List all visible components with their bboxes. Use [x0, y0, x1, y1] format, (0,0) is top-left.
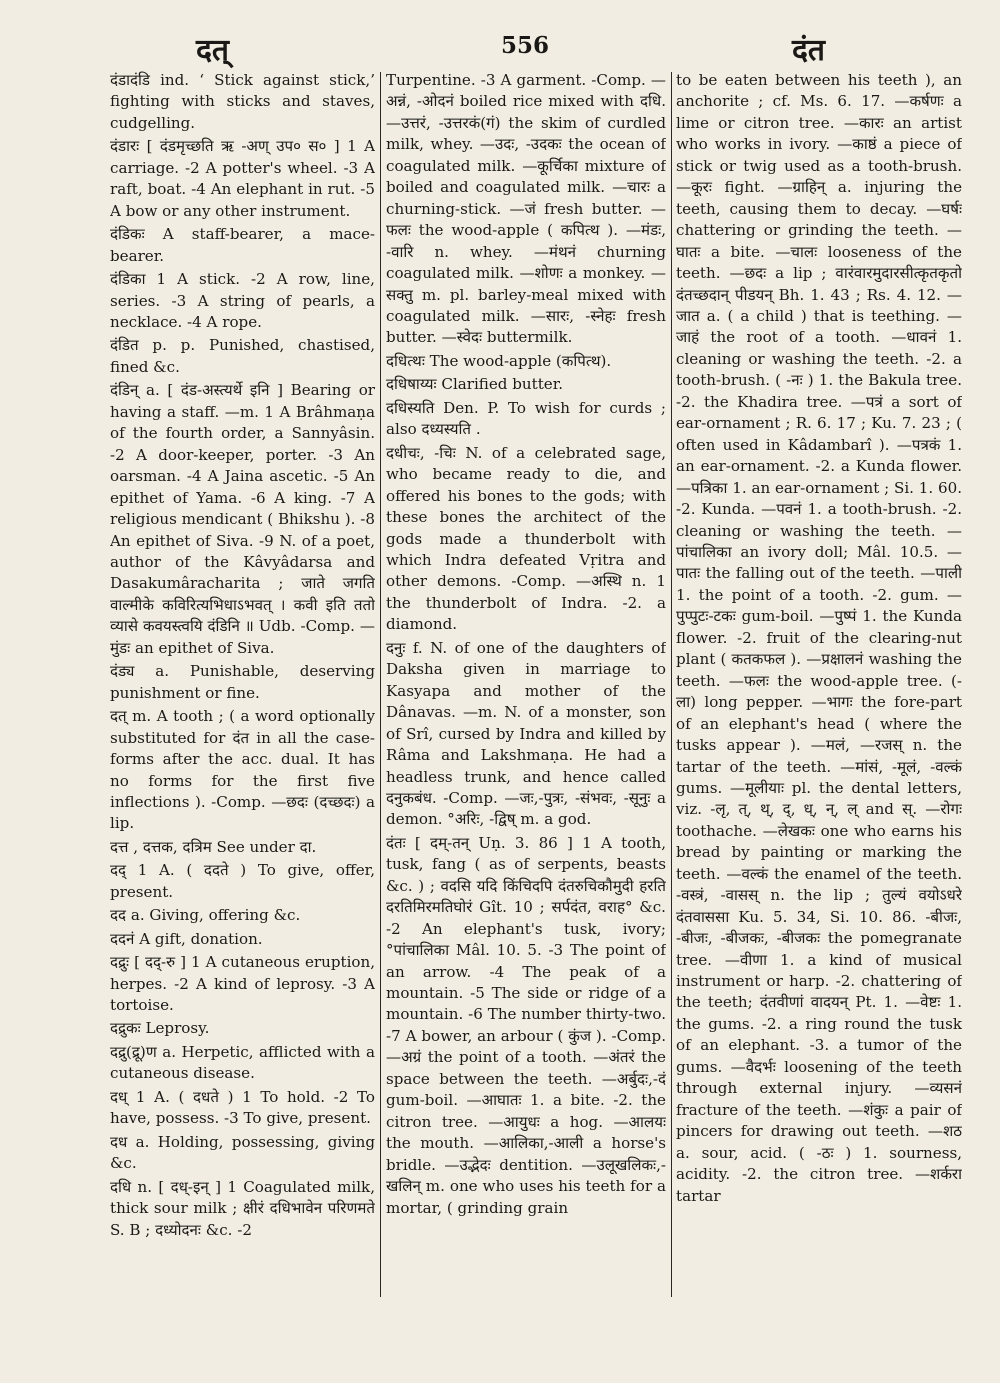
dictionary-entry: दंडिका 1 A stick. -2 A row, line, series. -3 A string of pearls, a necklace. -4 A rope.: [110, 270, 375, 331]
dictionary-entry: Turpentine. -3 A garment. -Comp. —अन्नं, -ओदनं boiled rice mixed with दधि. —उत्तरं, -उत्तरकं(गं) the skim of curdled milk, whey. —उदः, -उदकः the ocean of coagulated milk. —कूर्चिका mixture of boiled and coagulated milk. —चारः a churning-stick. —जं fresh butter. —फलः the wood-apple ( कपित्थ ). —मंडः, -वारि n. whey. —मंथनं churning coagulated milk. —शोणः a monkey. —सक्तु m. pl. barley-meal mixed with coagulated milk. —सारः, -स्नेहः fresh butter. —स्वेदः buttermilk.: [386, 71, 666, 347]
dictionary-entry: दंडिन् a. [ दंड-अस्त्यर्थे इनि ] Bearing or having a staff. —m. 1 A Brâhmaṇa of the fourth order, a Sannyâsin. -2 A door-keeper, porter. -3 An oarsman. -4 A Jaina ascetic. -5 An epithet of Yama. -6 A king. -7 A religious mendicant ( Bhikshu ). -8 An epithet of Siva. -9 N. of a poet, author of the Kâvyâdarsa and Dasakumâracharita ; जाते जगति वाल्मीके कविरित्यभिधाऽभवत् । कवी इति ततो व्यासे कवयस्त्वयि दंडिनि ॥ Udb. -Comp. —मुंडः an epithet of Siva.: [110, 381, 375, 657]
column-divider: [380, 72, 381, 1297]
column-3: [676, 70, 962, 1300]
dictionary-entry: दंडारः [ दंडमृच्छति ऋ -अण् उप० स० ] 1 A carriage. -2 A potter's wheel. -3 A raft, boat. -4 An elephant in rut. -5 A bow or any other instrument.: [110, 137, 375, 220]
dictionary-entry: दद्रु(द्रू)ण a. Herpetic, afflicted with a cutaneous disease.: [110, 1042, 375, 1083]
dictionary-entry: दनुः f. N. of one of the daughters of Daksha given in marriage to Kasyapa and mother of the Dânavas. —m. N. of a monster, son of Srî, cursed by Indra and killed by Râma and Lakshmaṇa. He had a headless trunk, and hence called दनुकबंध. -Comp. —जः,-पुत्रः, -संभवः, -सूनुः a demon. °अरिः, -द्विष् m. a god.: [386, 638, 666, 829]
dictionary-entry: दद a. Giving, offering &c.: [110, 906, 301, 925]
dictionary-entry: दद्रुकः Leprosy.: [110, 1019, 210, 1038]
dictionary-entry: दत्त , दत्तक, दत्रिम See under दा.: [110, 837, 317, 856]
column-divider: [671, 72, 672, 1297]
columns-area: [110, 70, 970, 1320]
dictionary-entry: to be eaten between his teeth ), an anchorite ; cf. Ms. 6. 17. —कर्षणः a lime or citron tree. —कारः an artist who works in ivory. —काष्ठं a piece of stick or twig used as a tooth-brush. —कूरः fight. —ग्राहिन् a. injuring the teeth, causing them to decay. —घर्षः chattering or grinding the teeth. —घातः a bite. —चालः looseness of the teeth. —छदः a lip ; वारंवारमुदारसीत्कृतकृतो दंतच्छदान् पीडयन् Bh. 1. 43 ; Rs. 4. 12. —जात a. ( a child ) that is teething. —जाहं the root of a tooth. —धावनं 1. cleaning or washing the teeth. -2. a tooth-brush. ( -नः ) 1. the Bakula tree. -2. the Khadira tree. —पत्रं a sort of ear-ornament ; R. 6. 17 ; Ku. 7. 23 ; ( often used in Kâdambarî ). —पत्रकं 1. an ear-ornament. -2. a Kunda flower. —पत्रिका 1. an ear-ornament ; Si. 1. 60. -2. Kunda. —पवनं 1. a tooth-brush. -2. cleaning or washing the teeth. —पांचालिका an ivory doll; Mâl. 10.5. —पातः the falling out of the teeth. —पाली 1. the point of a tooth. -2. gum. —पुप्पुटः-टकः gum-boil. —पुष्पं 1. the Kunda flower. -2. fruit of the clearing-nut plant ( कतकफल ). —प्रक्षालनं washing the teeth. —फलः the wood-apple tree. (-ला) long pepper. —भागः the fore-part of an elephant's head ( where the tusks appear ). —मलं, —रजस् n. the tartar of the teeth. —मांसं, -मूलं, -वल्कं gums. —मूलीयाः pl. the dental letters, viz. -लृ, त्, थ्, द्, ध्, न्, ल् and स्. —रोगः toothache. —लेखकः one who earns his bread by painting or marking the teeth. —वल्कं the enamel of the teeth. -वस्त्रं, -वासस् n. the lip ; तुल्यं वयाेऽधरे दंतवाससा Ku. 5. 34, Si. 10. 86. -बीजः, -बीजः, -बीजकः, -बीजकः the pomegranate tree. —वीणा 1. a kind of musical instrument or harp. -2. chattering of the teeth; दंतवीणां वादयन् Pt. 1. —वेष्टः 1. the gums. -2. a ring round the tusk of an elephant. -3. a tumor of the gums. —वैदर्भः loosening of the teeth through external injury. —व्यसनं fracture of the teeth. —शंकुः a pair of pincers for drawing out teeth. —शठ a. sour, acid. ( -ठः ) 1. sourness, acidity. -2. the citron tree. —शर्करा tartar: [676, 71, 962, 1205]
dictionary-entry: दंड्य a. Punishable, deserving punishment or fine.: [110, 662, 375, 702]
dictionary-entry: दधिषाय्यः Clarified butter.: [386, 375, 564, 394]
page-header: [0, 26, 1000, 74]
column-2: [386, 70, 666, 1300]
dictionary-entry: दद्रुः [ दद्-रु ] 1 A cutaneous eruption, herpes. -2 A kind of leprosy. -3 A tortoise.: [110, 953, 375, 1015]
dictionary-entry: दधीचः, -चिः N. of a celebrated sage, who became ready to die, and offered his bones to the gods; with these bones the architect of the gods made a thunderbolt with which Indra defeated Vṛitra and other demons. -Comp. —अस्थि n. 1 the thunderbolt of Indra. -2. a diamond.: [386, 443, 666, 634]
dictionary-entry: दधित्थः The wood-apple (कपित्थ).: [386, 351, 612, 370]
dictionary-entry: ददनं A gift, donation.: [110, 929, 263, 948]
dictionary-entry: दधि n. [ दध्-इन् ] 1 Coagulated milk, thick sour milk ; क्षीरं दधिभावेन परिणमते S. B ; दध्योदनः &c. -2: [110, 1177, 375, 1239]
dictionary-entry: दंडादंडि ind. ‘ Stick against stick,’ fighting with sticks and staves, cudgelling.: [110, 71, 375, 132]
dictionary-entry: दंडित p. p. Punished, chastised, fined &c.: [110, 336, 375, 376]
dictionary-entry: दंडिकः A staff-bearer, a mace-bearer.: [110, 225, 375, 265]
page-number: 556: [500, 32, 549, 59]
header-right-guideword: दंत: [792, 33, 826, 68]
dictionary-entry: दधिस्यति Den. P. To wish for curds ; also दध्यस्यति .: [386, 398, 666, 439]
dictionary-entry: दत् m. A tooth ; ( a word optionally substituted for दंत in all the case-forms after the acc. dual. It has no forms for the first five inflections ). -Comp. —छदः (दच्छदः) a lip.: [110, 707, 375, 833]
header-left-guideword: दत्: [196, 33, 230, 68]
dictionary-entry: दध् 1 A. ( दधते ) 1 To hold. -2 To have, possess. -3 To give, present.: [110, 1087, 375, 1128]
dictionary-entry: दध a. Holding, possessing, giving &c.: [110, 1132, 375, 1173]
dictionary-entry: दंतः [ दम्-तन् Uṇ. 3. 86 ] 1 A tooth, tusk, fang ( as of serpents, beasts &c. ) ; वदसि यदि किंचिदपि दंतरुचिकौमुदी हरति दरतिमिरमतिघोरं Gît. 10 ; सर्पदंत, वराह° &c. -2 An elephant's tusk, ivory; °पांचालिका Mâl. 10. 5. -3 The point of an arrow. -4 The peak of a mountain. -5 The side or ridge of a mountain. -6 The number thirty-two. -7 A bower, an arbour ( कुंज ). -Comp. —अग्रं the point of a tooth. —अंतरं the space between the teeth. —अर्बुदः,-दं gum-boil. —आघातः 1. a bite. -2. the citron tree. —आयुधः a hog. —आलयः the mouth. —आलिका,-आली a horse's bridle. —उद्भेदः dentition. —उलूखलिकः,-खलिन् m. one who uses his teeth for a mortar, ( grinding grain: [386, 833, 666, 1217]
column-1: [110, 70, 375, 1300]
dictionary-entry: दद् 1 A. ( ददते ) To give, offer, present.: [110, 861, 375, 901]
